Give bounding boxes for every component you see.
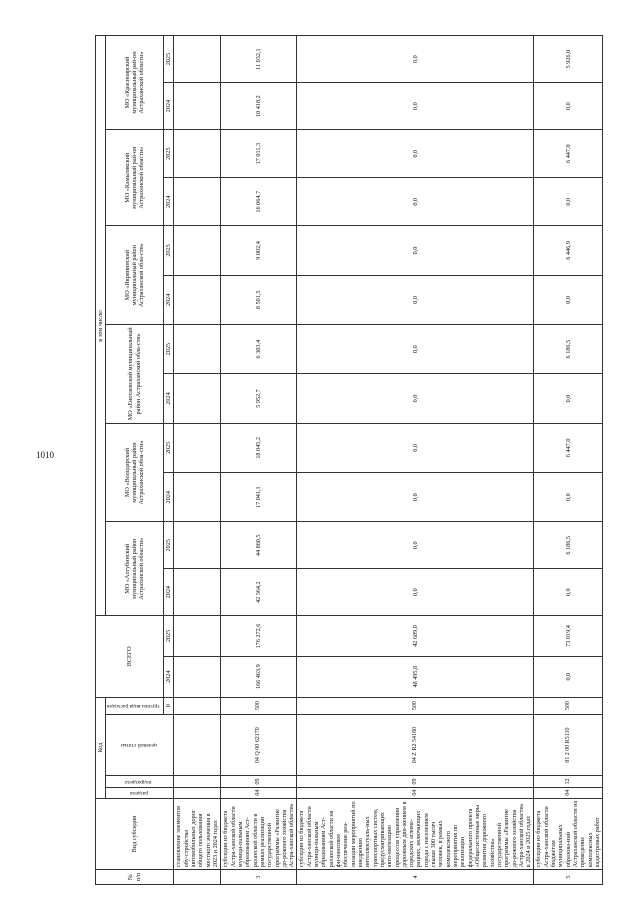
value-cell: 0,0 xyxy=(297,522,534,569)
value-cell xyxy=(174,374,221,423)
row-number: 4 xyxy=(297,870,534,885)
value-cell: 16 064,7 xyxy=(221,178,297,226)
year-mo6-2024: 2024 xyxy=(164,83,174,130)
value-cell xyxy=(174,83,221,130)
subsidy-name: субсидии из бюджета Астра-ханской области муници-пальным образованиям Аст-раханской области на фи-нансовое обеспечение реа-лизации мероприятий по внедрению интеллектуаль-ных транспортных систем, предусматривающих авто-матизацию процессов управления дорожным дви-жением в городских агломе-рациях, включающих города с населением свыше 300 тысяч человек, в рамках комплексного мероприятия по реализации федерального проекта «Общесистемные меры развития дорожного хозяйства» государственной программы «Развитие до-рожного хозяйства Астра-ханской области» в 2024 и 2025 годах xyxy=(297,798,534,870)
value-cell: 0,0 xyxy=(297,569,534,616)
value-cell xyxy=(174,275,221,324)
value-cell: 0,0 xyxy=(297,374,534,423)
section-code: 04 xyxy=(534,787,603,798)
value-cell: 0,0 xyxy=(297,473,534,522)
value-cell: 42 689,0 xyxy=(297,616,534,657)
header-mo-6: МО «Красноярский муниципальный рай-он Астраханской области» xyxy=(106,36,164,130)
value-cell: 0,0 xyxy=(297,178,534,226)
value-cell: 42 364,2 xyxy=(221,569,297,616)
table-row xyxy=(297,36,534,885)
value-cell: 0,0 xyxy=(534,656,603,697)
header-group-zero: 0 xyxy=(164,697,174,714)
subsection-code: 09 xyxy=(297,776,534,787)
value-cell xyxy=(174,473,221,522)
value-cell xyxy=(174,522,221,569)
value-cell: 0,0 xyxy=(534,569,603,616)
value-cell: 0,0 xyxy=(534,83,603,130)
target-code: 81 2 00 R5110 xyxy=(534,714,603,776)
header-subsection: подраздела xyxy=(106,776,174,787)
rotated-table-container xyxy=(95,35,601,885)
header-incl: в том числе: xyxy=(96,36,106,616)
year-mo5-2024: 2024 xyxy=(164,178,174,226)
year-mo3-2024: 2024 xyxy=(164,374,174,423)
group-code: 500 xyxy=(221,697,297,714)
header-mo-4: МО «Икрянинский муниципальный район Астраханской обла-сти» xyxy=(106,226,164,325)
target-code: 04 Q 00 62170 xyxy=(221,714,297,776)
section-code: 04 xyxy=(297,787,534,798)
header-mo-1: МО «Ахтубинский муниципальный район Астраханской области» xyxy=(106,522,164,616)
year-mo5-2025: 2025 xyxy=(164,130,174,178)
value-cell: 0,0 xyxy=(534,374,603,423)
value-cell: 176 272,6 xyxy=(221,616,297,657)
value-cell xyxy=(174,324,221,373)
value-cell: 6 447,0 xyxy=(534,423,603,472)
subsidy-table xyxy=(95,35,603,885)
value-cell: 0,0 xyxy=(297,83,534,130)
value-cell: 73 019,4 xyxy=(534,616,603,657)
subsection-code xyxy=(174,776,221,787)
table-row xyxy=(174,36,221,885)
section-code xyxy=(174,787,221,798)
year-total-2024: 2024 xyxy=(164,656,174,697)
header-name: Вид субсидии xyxy=(96,798,174,870)
value-cell: 6 186,5 xyxy=(534,324,603,373)
year-mo2-2024: 2024 xyxy=(164,473,174,522)
header-group: группы вида расходов xyxy=(106,697,164,714)
value-cell: 0,0 xyxy=(297,423,534,472)
value-cell xyxy=(174,178,221,226)
header-target: целевой статьи xyxy=(106,714,174,776)
header-code: Код xyxy=(96,697,106,798)
subsidy-name: субсидии из бюджета Астра-ханской области муници-пальным образованиям Аст-раханской области в рамках реализации государственной программы «Развитие до-рожного хозяйства Астра-ханской области» xyxy=(221,798,297,870)
value-cell: 44 860,5 xyxy=(221,522,297,569)
value-cell xyxy=(174,616,221,657)
year-mo4-2025: 2025 xyxy=(164,226,174,275)
value-cell: 0,0 xyxy=(297,130,534,178)
value-cell xyxy=(174,569,221,616)
year-mo6-2025: 2025 xyxy=(164,36,174,83)
target-code: 04 Z R2 54180 xyxy=(297,714,534,776)
value-cell xyxy=(174,656,221,697)
value-cell: 0,0 xyxy=(534,473,603,522)
target-code xyxy=(174,714,221,776)
group-code: 500 xyxy=(534,697,603,714)
value-cell xyxy=(174,36,221,83)
subsidy-name: становление элементов обу-стройства автомобильных дорог общего пользования местного значения в 2023 и 2024 годах xyxy=(174,798,221,870)
header-num: № п/п xyxy=(96,870,174,885)
section-code: 04 xyxy=(221,787,297,798)
subsection-code: 09 xyxy=(221,776,297,787)
value-cell: 0,0 xyxy=(297,36,534,83)
value-cell: 17 041,1 xyxy=(221,473,297,522)
value-cell: 0,0 xyxy=(534,178,603,226)
value-cell: 166 463,9 xyxy=(221,656,297,697)
value-cell: 6 447,0 xyxy=(534,130,603,178)
value-cell: 0,0 xyxy=(297,275,534,324)
value-cell: 11 032,1 xyxy=(221,36,297,83)
value-cell: 17 011,3 xyxy=(221,130,297,178)
header-section: раздела xyxy=(106,787,174,798)
header-mo-3: МО «Енотаевский муниципальный район Астраханской обла-сти» xyxy=(106,324,164,423)
value-cell: 6 303,4 xyxy=(221,324,297,373)
row-number: 5 xyxy=(534,870,603,885)
row-number: 3 xyxy=(221,870,297,885)
value-cell xyxy=(174,226,221,275)
table-row xyxy=(221,36,297,885)
value-cell: 9 002,4 xyxy=(221,226,297,275)
subsection-code: 12 xyxy=(534,776,603,787)
group-code xyxy=(174,697,221,714)
year-mo1-2024: 2024 xyxy=(164,569,174,616)
value-cell: 0,0 xyxy=(534,275,603,324)
year-mo3-2025: 2025 xyxy=(164,324,174,373)
value-cell: 5 926,0 xyxy=(534,36,603,83)
group-code: 500 xyxy=(297,697,534,714)
table-body xyxy=(174,36,603,885)
row-number xyxy=(174,870,221,885)
value-cell: 0,0 xyxy=(297,226,534,275)
value-cell: 10 418,2 xyxy=(221,83,297,130)
value-cell: 8 501,5 xyxy=(221,275,297,324)
value-cell: 6 186,5 xyxy=(534,522,603,569)
header-mo-2: МО «Володарский муниципальный район Астраханской обла-сти» xyxy=(106,423,164,522)
value-cell: 48 495,8 xyxy=(297,656,534,697)
value-cell: 18 045,2 xyxy=(221,423,297,472)
year-mo4-2024: 2024 xyxy=(164,275,174,324)
table-row xyxy=(534,36,603,885)
value-cell: 0,0 xyxy=(297,324,534,373)
subsidy-name: субсидии из бюджета Астра-ханской области бюджетам муниципальных образова-ний Астраханской области на проведение комплексных кадастровых работ xyxy=(534,798,603,870)
value-cell: 5 952,7 xyxy=(221,374,297,423)
year-mo2-2025: 2025 xyxy=(164,423,174,472)
year-total-2025: 2025 xyxy=(164,616,174,657)
header-total: ВСЕГО xyxy=(96,616,164,697)
value-cell xyxy=(174,423,221,472)
header-mo-5: МО «Камызякский муниципальный рай-он Астраханской области» xyxy=(106,130,164,226)
page-number: 1010 xyxy=(36,450,54,460)
year-mo1-2025: 2025 xyxy=(164,522,174,569)
value-cell xyxy=(174,130,221,178)
value-cell: 6 446,9 xyxy=(534,226,603,275)
header-row-1 xyxy=(96,36,106,885)
